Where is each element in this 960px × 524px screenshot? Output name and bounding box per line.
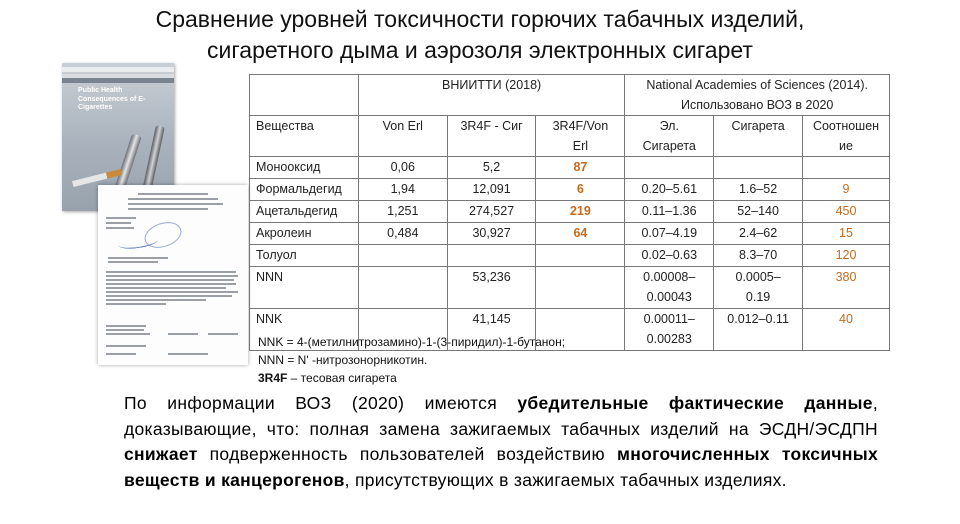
cell-3r4f (447, 245, 536, 267)
cell-ecig-b: 0.00043 (646, 290, 692, 304)
table-group-header-row (250, 75, 890, 116)
group-header-nas (625, 75, 890, 116)
cell-ecig (625, 157, 714, 179)
cell-cigarette: 0.012–0.11 (714, 309, 803, 351)
cell-ecig: 0.20–5.61 (625, 179, 714, 201)
cell-3r4f: 41,145 (447, 309, 536, 351)
cover-consensus-band (62, 78, 174, 83)
table-row (250, 157, 890, 179)
cell-von-erl: 1,251 (358, 201, 447, 223)
cell-ratio-vniitti: 219 (536, 201, 625, 223)
cell-cigarette: 8.3–70 (714, 245, 803, 267)
cell-ratio-nas: 380 (803, 267, 890, 309)
group-header-nas-line2: Использовано ВОЗ в 2020 (680, 98, 834, 112)
note-3r4f-definition: – тесовая сигарета (287, 371, 397, 385)
cell-substance: NNN (250, 267, 359, 309)
cell-substance: NNK (250, 309, 359, 351)
paragraph-text-3: подверженность пользователей воздействию (197, 444, 617, 464)
cell-substance: Формальдегид (250, 179, 359, 201)
cell-3r4f: 5,2 (447, 157, 536, 179)
cell-ecig-a: 0.00008– (643, 270, 696, 284)
column-header-ratio-nas-b: ие (839, 139, 853, 153)
cell-ratio-nas (803, 157, 890, 179)
table-row (250, 179, 890, 201)
cell-von-erl: 1,94 (358, 179, 447, 201)
title-line-2: сигаретного дыма и аэрозоля электронных сигарет (207, 37, 753, 63)
cell-ratio-vniitti (536, 245, 625, 267)
cell-ratio-vniitti: 6 (536, 179, 625, 201)
cell-ecig-b: 0.00283 (646, 332, 692, 346)
table-notes (258, 333, 565, 387)
paragraph-bold-2: снижает (124, 444, 198, 464)
cell-substance: Акролеин (250, 223, 359, 245)
cell-cigarette-b: 0.19 (745, 290, 771, 304)
title-line-1: Сравнение уровней токсичности горючих табачных изделий, (155, 6, 805, 32)
header-empty-cell (250, 75, 359, 116)
cell-von-erl (358, 245, 447, 267)
cell-substance: Толуол (250, 245, 359, 267)
column-header-von-erl: Von Erl (358, 116, 447, 157)
cover-header-band (62, 67, 174, 72)
cell-ratio-nas: 9 (803, 179, 890, 201)
cell-3r4f: 274,527 (447, 201, 536, 223)
group-header-nas-line1: National Academies of Sciences (2014). (646, 78, 868, 92)
cell-von-erl: 0,06 (358, 157, 447, 179)
cell-substance: Монооксид (250, 157, 359, 179)
cell-ratio-nas: 120 (803, 245, 890, 267)
cell-substance: Ацетальдегид (250, 201, 359, 223)
cell-cigarette (714, 157, 803, 179)
cell-cigarette (714, 267, 803, 309)
paragraph-bold-1: убедительные фактические данные (517, 393, 873, 413)
table-row (250, 223, 890, 245)
table-column-header-row (250, 116, 890, 157)
column-header-ecig-a: Эл. (659, 119, 679, 133)
cell-3r4f: 53,236 (447, 267, 536, 309)
who-statement-paragraph (124, 391, 878, 493)
cell-cigarette: 52–140 (714, 201, 803, 223)
cell-ratio-vniitti: 64 (536, 223, 625, 245)
group-header-vniitti: ВНИИТТИ (2018) (358, 75, 624, 116)
table-row (250, 267, 890, 309)
official-letter-image (98, 185, 248, 365)
note-3r4f (258, 369, 565, 387)
note-nnk: NNK = 4-(метилнитрозамино)-1-(3-пиридил)-1-бутанон; (258, 335, 566, 349)
column-header-ratio-nas (803, 116, 890, 157)
cell-cigarette: 2.4–62 (714, 223, 803, 245)
paragraph-bold-3: многочисленных токсичных веществ и канцерогенов (124, 444, 878, 490)
cover-title: Public Health Consequences of E-Cigarettes (78, 87, 146, 111)
column-header-ratio-vniitti-a: 3R4F/Von (552, 119, 609, 133)
cell-von-erl (358, 267, 447, 309)
cell-cigarette: 1.6–52 (714, 179, 803, 201)
cell-ratio-nas: 450 (803, 201, 890, 223)
column-header-ratio-vniitti (536, 116, 625, 157)
cell-ratio-vniitti: 87 (536, 157, 625, 179)
cell-ratio-nas: 15 (803, 223, 890, 245)
cell-ratio-nas: 40 (803, 309, 890, 351)
cell-ecig (625, 309, 714, 351)
column-header-ecig (625, 116, 714, 157)
column-header-ratio-vniitti-b: Erl (572, 139, 589, 153)
cell-von-erl: 0,484 (358, 223, 447, 245)
column-header-substance: Вещества (250, 116, 359, 157)
column-header-ratio-nas-a: Соотношен (812, 119, 880, 133)
cell-ecig: 0.02–0.63 (625, 245, 714, 267)
page-title (0, 4, 960, 66)
column-header-cigarette: Сигарета (714, 116, 803, 157)
cell-ecig (625, 267, 714, 309)
cell-ratio-vniitti (536, 267, 625, 309)
toxicity-comparison-table (249, 74, 890, 351)
cell-ecig-a: 0.00011– (643, 312, 695, 326)
paragraph-text-4: , присутствующих в зажигаемых табачных изделиях. (344, 469, 787, 490)
cell-cigarette-a: 0.0005– (735, 270, 781, 284)
cell-3r4f: 12,091 (447, 179, 536, 201)
paragraph-text-1: По информации ВОЗ (2020) имеются (124, 393, 518, 413)
column-header-3r4f-sig: 3R4F - Сиг (447, 116, 536, 157)
table-row (250, 201, 890, 223)
table-row (250, 245, 890, 267)
signature (117, 234, 158, 250)
note-3r4f-term: 3R4F (258, 371, 288, 385)
paragraph-text-2: , доказывающие, что: полная замена зажигаемых табачных изделий на ЭСДН/ЭСДПН (124, 393, 878, 439)
column-header-ecig-b: Сигарета (642, 139, 696, 153)
cell-ecig: 0.07–4.19 (625, 223, 714, 245)
cell-3r4f: 30,927 (447, 223, 536, 245)
cell-ecig: 0.11–1.36 (625, 201, 714, 223)
note-nnn: NNN = N' -нитрозонорникотин. (258, 353, 428, 367)
